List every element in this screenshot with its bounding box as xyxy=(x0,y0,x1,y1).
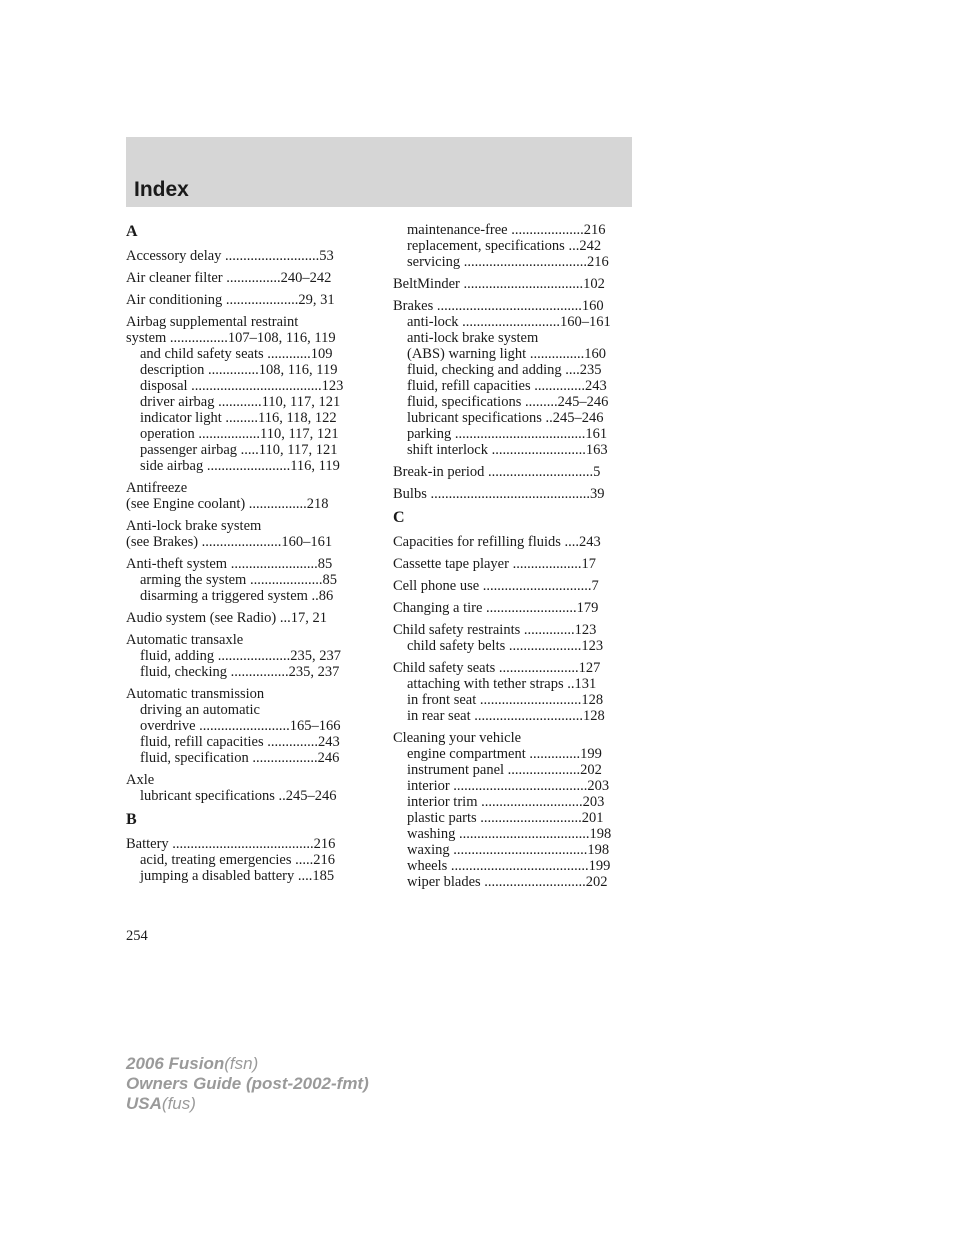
index-letter-heading: B xyxy=(126,811,137,828)
index-subentry: wiper blades ............................202 xyxy=(407,874,608,890)
index-entry: Air conditioning ....................29, 31 xyxy=(126,292,335,308)
footer-model: 2006 Fusion xyxy=(126,1054,225,1073)
index-subentry: child safety belts ....................123 xyxy=(407,638,604,654)
index-entry: BeltMinder .................................102 xyxy=(393,276,605,292)
index-subentry: and child safety seats ............109 xyxy=(140,346,333,362)
index-subentry: shift interlock ..........................163 xyxy=(407,442,608,458)
index-entry: Accessory delay ..........................53 xyxy=(126,248,334,264)
index-subentry: fluid, adding ....................235, 237 xyxy=(140,648,341,664)
index-subentry: operation .................110, 117, 121 xyxy=(140,426,339,442)
index-subentry: in rear seat ..............................128 xyxy=(407,708,605,724)
index-subentry: in front seat ............................128 xyxy=(407,692,604,708)
footer-line-market xyxy=(126,1094,369,1114)
index-subentry: replacement, specifications ...242 xyxy=(407,238,602,254)
index-entry: Audio system (see Radio) ...17, 21 xyxy=(126,610,327,626)
index-entry: Cell phone use ..............................7 xyxy=(393,578,599,594)
footer-market-code: (fus) xyxy=(161,1094,196,1113)
index-subentry: interior trim ............................203 xyxy=(407,794,605,810)
index-entry: system ................107–108, 116, 119 xyxy=(126,330,336,346)
index-column-left xyxy=(126,222,364,884)
index-subentry: fluid, refill capacities ..............243 xyxy=(140,734,340,750)
index-entry: Child safety restraints ..............123 xyxy=(393,622,597,638)
index-subentry: fluid, checking and adding ....235 xyxy=(407,362,602,378)
index-subentry: plastic parts ............................201 xyxy=(407,810,604,826)
index-subentry: washing ....................................198 xyxy=(407,826,612,842)
index-subentry: fluid, specifications .........245–246 xyxy=(407,394,609,410)
index-subentry: (ABS) warning light ...............160 xyxy=(407,346,606,362)
section-title: Index xyxy=(134,178,189,201)
index-subentry: fluid, specification ..................246 xyxy=(140,750,340,766)
index-column-right xyxy=(393,222,631,890)
index-entry: Air cleaner filter ...............240–242 xyxy=(126,270,332,286)
index-entry: Axle xyxy=(126,772,155,788)
index-entry: Bulbs ............................................39 xyxy=(393,486,605,502)
document-footer xyxy=(126,1054,369,1114)
footer-guide-format: Owners Guide (post-2002-fmt) xyxy=(126,1074,369,1093)
index-entry: Automatic transaxle xyxy=(126,632,244,648)
index-entry: Child safety seats ......................127 xyxy=(393,660,601,676)
index-subentry: anti-lock ...........................160–161 xyxy=(407,314,611,330)
index-entry: Break-in period .............................5 xyxy=(393,464,601,480)
index-entry: Changing a tire .........................179 xyxy=(393,600,599,616)
index-subentry: fluid, checking ................235, 237 xyxy=(140,664,340,680)
index-subentry: side airbag .......................116, 119 xyxy=(140,458,340,474)
index-entry: Anti-theft system ........................85 xyxy=(126,556,333,572)
index-subentry: parking ....................................161 xyxy=(407,426,608,442)
index-subentry: acid, treating emergencies .....216 xyxy=(140,852,336,868)
index-letter-heading: A xyxy=(126,223,138,240)
index-subentry: attaching with tether straps ..131 xyxy=(407,676,597,692)
index-subentry: driving an automatic xyxy=(140,702,260,718)
index-subentry: description ..............108, 116, 119 xyxy=(140,362,338,378)
index-entry: Battery .......................................216 xyxy=(126,836,336,852)
index-entry: Airbag supplemental restraint xyxy=(126,314,299,330)
footer-model-code: (fsn) xyxy=(224,1054,259,1073)
section-header-band xyxy=(126,137,632,207)
index-subentry: passenger airbag .....110, 117, 121 xyxy=(140,442,338,458)
index-subentry: overdrive .........................165–166 xyxy=(140,718,341,734)
footer-market: USA xyxy=(126,1094,162,1113)
index-subentry: disposal ....................................123 xyxy=(140,378,344,394)
index-subentry: anti-lock brake system xyxy=(407,330,539,346)
index-entry: Anti-lock brake system xyxy=(126,518,262,534)
index-entry: Cleaning your vehicle xyxy=(393,730,522,746)
index-subentry: maintenance-free ....................216 xyxy=(407,222,606,238)
index-subentry: interior .....................................203 xyxy=(407,778,610,794)
index-subentry: disarming a triggered system ..86 xyxy=(140,588,334,604)
index-subentry: lubricant specifications ..245–246 xyxy=(140,788,337,804)
index-entry: (see Engine coolant) ................218 xyxy=(126,496,329,512)
index-entry: Brakes ........................................160 xyxy=(393,298,604,314)
index-subentry: servicing ..................................216 xyxy=(407,254,609,270)
index-subentry: waxing .....................................198 xyxy=(407,842,610,858)
footer-line-model xyxy=(126,1054,369,1074)
index-subentry: wheels ......................................199 xyxy=(407,858,611,874)
index-entry: Cassette tape player ...................17 xyxy=(393,556,596,572)
index-subentry: jumping a disabled battery ....185 xyxy=(140,868,335,884)
index-entry: Antifreeze xyxy=(126,480,188,496)
index-subentry: engine compartment ..............199 xyxy=(407,746,602,762)
index-subentry: indicator light .........116, 118, 122 xyxy=(140,410,337,426)
index-subentry: driver airbag ............110, 117, 121 xyxy=(140,394,341,410)
index-subentry: fluid, refill capacities ..............243 xyxy=(407,378,607,394)
index-subentry: instrument panel ....................202 xyxy=(407,762,602,778)
index-subentry: lubricant specifications ..245–246 xyxy=(407,410,604,426)
index-letter-heading: C xyxy=(393,509,405,526)
index-entry: (see Brakes) ......................160–161 xyxy=(126,534,333,550)
index-entry: Automatic transmission xyxy=(126,686,265,702)
page-number: 254 xyxy=(126,928,148,944)
index-subentry: arming the system ....................85 xyxy=(140,572,337,588)
index-entry: Capacities for refilling fluids ....243 xyxy=(393,534,601,550)
